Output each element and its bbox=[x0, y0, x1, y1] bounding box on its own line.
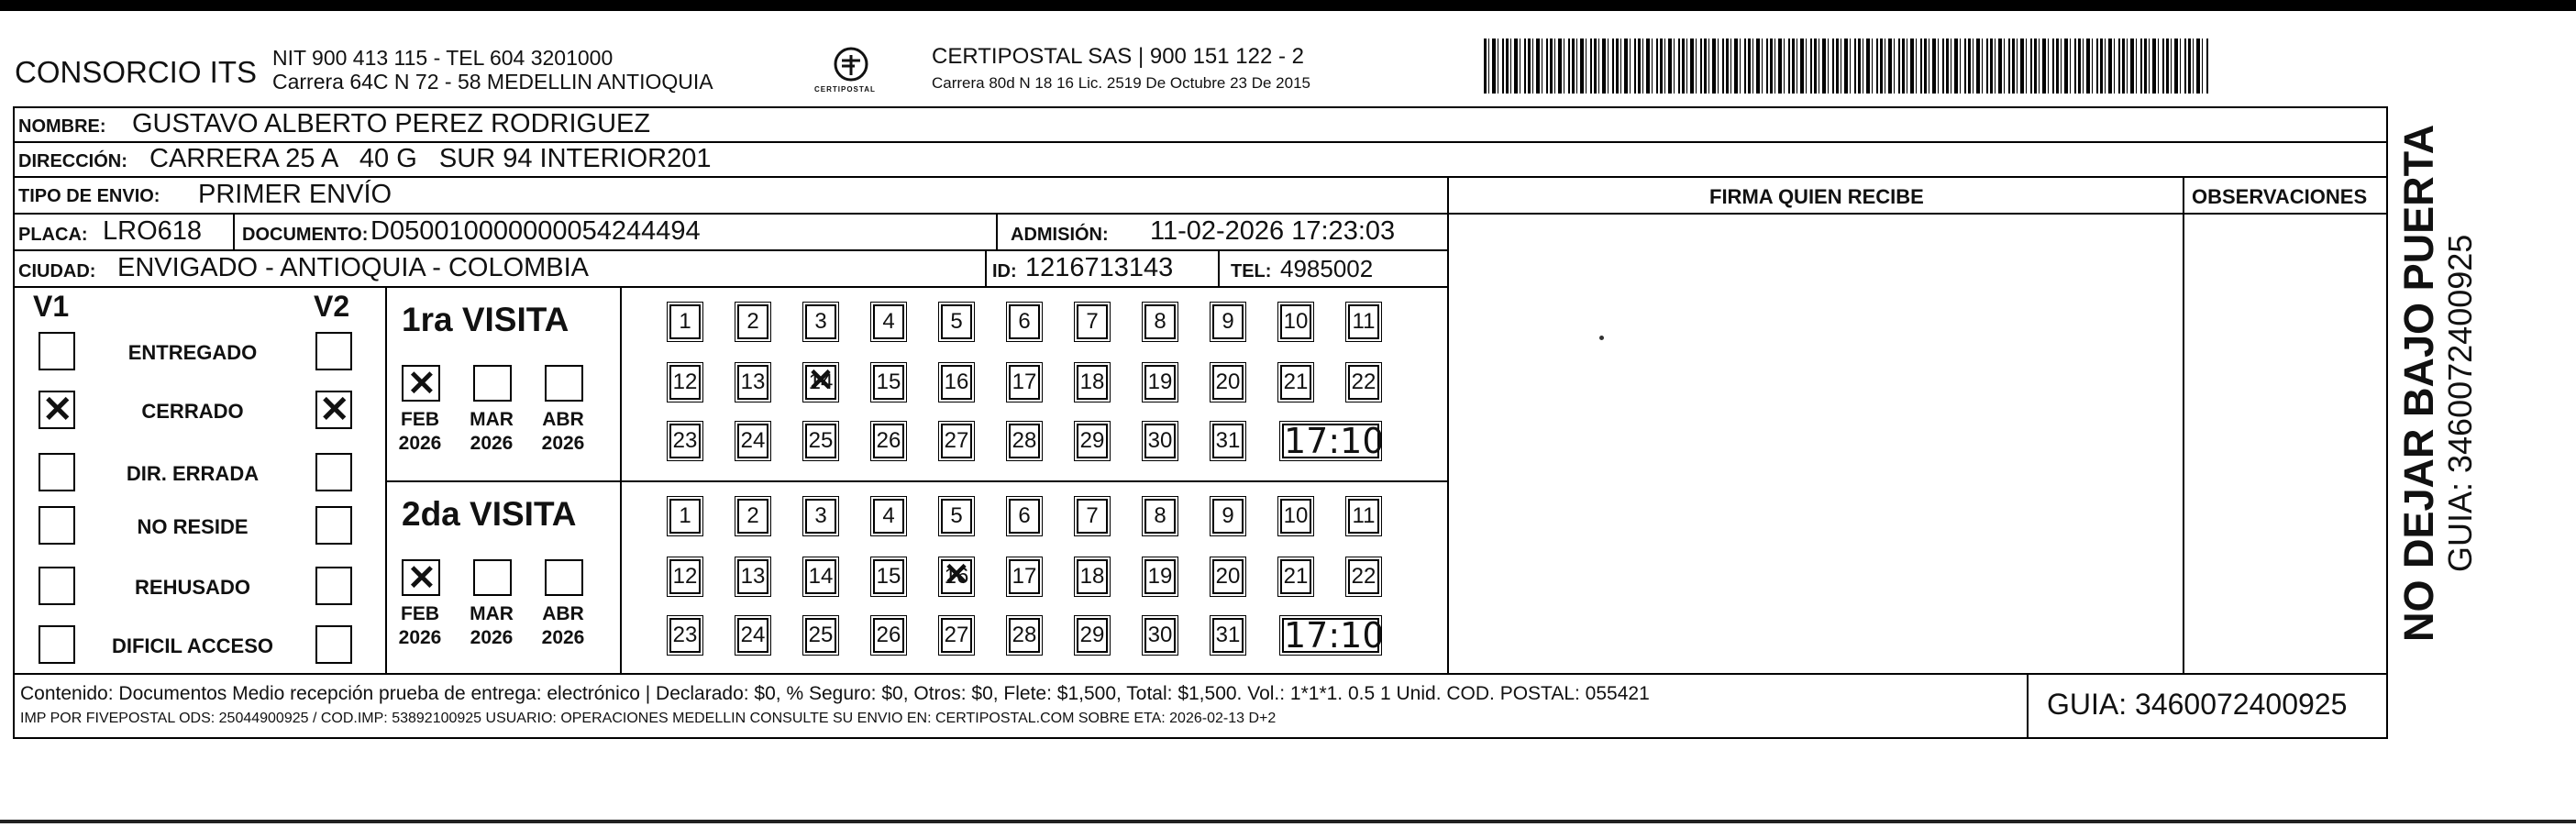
form-right-line bbox=[2386, 106, 2388, 739]
day-box[interactable]: 6 bbox=[1009, 499, 1040, 534]
day-box[interactable]: 22 bbox=[1348, 559, 1379, 594]
day-box[interactable]: 19 bbox=[1144, 365, 1176, 400]
day-box[interactable]: 22 bbox=[1348, 365, 1379, 400]
status-option-label: ENTREGADO bbox=[127, 341, 258, 364]
footer-print-line: IMP POR FIVEPOSTAL ODS: 25044900925 / COD.IMP: 53892100925 USUARIO: OPERACIONES MEDELLIN CONSULTE SU ENVIO EN: CERTIPOSTAL.COM SOBRE ETA: 2026-02-13 D+2 bbox=[20, 711, 1277, 726]
nombre-label: NOMBRE: bbox=[18, 116, 106, 137]
day-box[interactable]: 16 ✕ bbox=[941, 559, 972, 594]
documento-label: DOCUMENTO: bbox=[242, 225, 369, 245]
day-box[interactable]: 10 bbox=[1280, 304, 1311, 339]
month-checkbox[interactable] bbox=[473, 559, 512, 596]
day-box[interactable]: 29 bbox=[1077, 618, 1108, 653]
status-v2-checkbox[interactable] bbox=[315, 625, 352, 664]
day-box[interactable]: 13 bbox=[737, 559, 768, 594]
status-option-label: DIFICIL ACCESO bbox=[111, 634, 273, 657]
carrier-license: Carrera 80d N 18 16 Lic. 2519 De Octubre 23 De 2015 bbox=[932, 74, 1310, 92]
day-box[interactable]: 25 bbox=[805, 618, 836, 653]
day-box[interactable]: 8 bbox=[1144, 499, 1176, 534]
month-checkbox[interactable] bbox=[473, 365, 512, 402]
day-box[interactable]: 28 bbox=[1009, 424, 1040, 458]
admision-value: 11-02-2026 17:23:03 bbox=[1150, 216, 1396, 246]
side-guia: GUIA: 3460072400925 bbox=[2441, 234, 2479, 572]
carrier-name: CERTIPOSTAL SAS | 900 151 122 - 2 bbox=[932, 44, 1304, 69]
day-box[interactable]: 6 bbox=[1009, 304, 1040, 339]
day-box[interactable]: 26 bbox=[873, 618, 904, 653]
month-checkbox[interactable] bbox=[402, 559, 440, 596]
day-box[interactable]: 31 bbox=[1212, 424, 1244, 458]
nombre-value: GUSTAVO ALBERTO PEREZ RODRIGUEZ bbox=[132, 109, 651, 138]
status-option-label: REHUSADO bbox=[135, 576, 250, 599]
admision-label: ADMISIÓN: bbox=[1011, 225, 1109, 245]
month-name: ABR bbox=[542, 603, 584, 624]
id-label: ID: bbox=[992, 261, 1017, 281]
status-v1-checkbox[interactable] bbox=[39, 506, 75, 545]
day-box[interactable]: 16 bbox=[941, 365, 972, 400]
day-box[interactable]: 24 bbox=[737, 618, 768, 653]
day-box[interactable]: 2 bbox=[737, 499, 768, 534]
day-box[interactable]: 14 bbox=[805, 559, 836, 594]
barcode bbox=[1484, 39, 2210, 94]
day-box[interactable]: 7 bbox=[1077, 304, 1108, 339]
day-box[interactable]: 11 bbox=[1348, 499, 1379, 534]
day-box[interactable]: 21 bbox=[1280, 365, 1311, 400]
logo-caption: CERTIPOSTAL bbox=[814, 85, 876, 94]
firma-header: FIRMA QUIEN RECIBE bbox=[1709, 185, 1924, 208]
day-box[interactable]: 21 bbox=[1280, 559, 1311, 594]
visit-title: 1ra VISITA bbox=[402, 301, 569, 338]
observaciones-header: OBSERVACIONES bbox=[2192, 185, 2368, 208]
status-v2-checkbox[interactable] bbox=[315, 332, 352, 370]
day-box[interactable]: 23 bbox=[669, 424, 701, 458]
form-left-line bbox=[13, 106, 15, 739]
placa-label: PLACA: bbox=[18, 225, 88, 245]
day-box[interactable]: 17 bbox=[1009, 559, 1040, 594]
visit-time: 17:10 bbox=[1284, 615, 1385, 656]
status-option-label: DIR. ERRADA bbox=[126, 462, 260, 485]
month-name: FEB bbox=[401, 409, 439, 430]
day-box[interactable]: 18 bbox=[1077, 559, 1108, 594]
day-box[interactable]: 2 bbox=[737, 304, 768, 339]
day-box[interactable]: 25 bbox=[805, 424, 836, 458]
day-box[interactable]: 4 bbox=[873, 499, 904, 534]
day-box[interactable]: 1 bbox=[669, 304, 701, 339]
top-border bbox=[0, 0, 2576, 11]
day-box[interactable]: 27 bbox=[941, 424, 972, 458]
v1-header: V1 bbox=[33, 290, 70, 323]
day-box[interactable]: 24 bbox=[737, 424, 768, 458]
day-box[interactable]: 14 ✕ bbox=[805, 365, 836, 400]
documento-value: D050010000000054244494 bbox=[370, 216, 701, 246]
tipo-label: TIPO DE ENVIO: bbox=[18, 186, 160, 206]
month-year: 2026 bbox=[470, 627, 514, 648]
form-bottom-line bbox=[13, 737, 2388, 739]
status-v1-checkbox[interactable] bbox=[39, 625, 75, 664]
month-year: 2026 bbox=[398, 627, 442, 648]
day-box[interactable]: 7 bbox=[1077, 499, 1108, 534]
form-top-line bbox=[13, 106, 2388, 108]
month-name: MAR bbox=[470, 603, 514, 624]
signature-mark bbox=[1599, 336, 1604, 340]
day-box[interactable]: 11 bbox=[1348, 304, 1379, 339]
day-box[interactable]: 30 bbox=[1144, 618, 1176, 653]
company-nit: NIT 900 413 115 - TEL 604 3201000 bbox=[272, 46, 614, 70]
day-box[interactable]: 13 bbox=[737, 365, 768, 400]
day-box[interactable]: 20 bbox=[1212, 365, 1244, 400]
day-box[interactable]: 3 bbox=[805, 499, 836, 534]
day-box[interactable]: 10 bbox=[1280, 499, 1311, 534]
day-box[interactable]: 30 bbox=[1144, 424, 1176, 458]
day-box[interactable]: 29 bbox=[1077, 424, 1108, 458]
status-v1-checkbox[interactable] bbox=[39, 567, 75, 605]
v2-header: V2 bbox=[314, 290, 350, 323]
day-box[interactable]: 5 bbox=[941, 304, 972, 339]
no-dejar-notice: NO DEJAR BAJO PUERTA bbox=[2395, 124, 2442, 642]
direccion-label: DIRECCIÓN: bbox=[18, 151, 127, 171]
month-name: FEB bbox=[401, 603, 439, 624]
direccion-value: CARRERA 25 A 40 G SUR 94 INTERIOR201 bbox=[149, 144, 712, 173]
day-box[interactable]: 15 bbox=[873, 365, 904, 400]
tipo-value: PRIMER ENVÍO bbox=[198, 180, 392, 209]
day-box[interactable]: 20 bbox=[1212, 559, 1244, 594]
day-box[interactable]: 9 bbox=[1212, 304, 1244, 339]
month-checkbox[interactable] bbox=[402, 365, 440, 402]
month-year: 2026 bbox=[541, 627, 585, 648]
status-v2-checkbox[interactable] bbox=[315, 391, 352, 429]
tel-value: 4985002 bbox=[1280, 255, 1374, 282]
day-box[interactable]: 18 bbox=[1077, 365, 1108, 400]
status-option-label: NO RESIDE bbox=[137, 515, 249, 538]
month-name: ABR bbox=[542, 409, 584, 430]
ciudad-label: CIUDAD: bbox=[18, 261, 96, 281]
status-v1-checkbox[interactable] bbox=[39, 391, 75, 429]
day-box[interactable]: 4 bbox=[873, 304, 904, 339]
month-year: 2026 bbox=[470, 433, 514, 454]
month-checkbox[interactable] bbox=[545, 559, 583, 596]
status-v2-checkbox[interactable] bbox=[315, 506, 352, 545]
ciudad-value: ENVIGADO - ANTIOQUIA - COLOMBIA bbox=[117, 253, 590, 282]
status-v1-checkbox[interactable] bbox=[39, 332, 75, 370]
day-box[interactable]: 28 bbox=[1009, 618, 1040, 653]
visit-title: 2da VISITA bbox=[402, 495, 577, 533]
placa-value: LRO618 bbox=[103, 216, 203, 246]
month-year: 2026 bbox=[541, 433, 585, 454]
day-box[interactable]: 23 bbox=[669, 618, 701, 653]
day-box[interactable]: 1 bbox=[669, 499, 701, 534]
month-year: 2026 bbox=[398, 433, 442, 454]
status-v2-checkbox[interactable] bbox=[315, 567, 352, 605]
id-value: 1216713143 bbox=[1025, 253, 1174, 282]
month-name: MAR bbox=[470, 409, 514, 430]
company-address: Carrera 64C N 72 - 58 MEDELLIN ANTIOQUIA bbox=[272, 70, 713, 94]
status-v2-checkbox[interactable] bbox=[315, 453, 352, 491]
status-option-label: CERRADO bbox=[141, 400, 244, 423]
day-box[interactable]: 17 bbox=[1009, 365, 1040, 400]
day-box[interactable]: 9 bbox=[1212, 499, 1244, 534]
footer-content-line: Contenido: Documentos Medio recepción prueba de entrega: electrónico | Declarado: $0, % Seguro: $0, Otros: $0, Flete: $1,500, Total: $1,500. Vol.: 1*1*1. 0.5 1 Unid. COD. POSTAL: 055421 bbox=[20, 683, 1650, 704]
day-box[interactable]: 8 bbox=[1144, 304, 1176, 339]
day-box[interactable]: 27 bbox=[941, 618, 972, 653]
day-box[interactable]: 15 bbox=[873, 559, 904, 594]
day-box[interactable]: 12 bbox=[669, 559, 701, 594]
month-checkbox[interactable] bbox=[545, 365, 583, 402]
day-box[interactable]: 3 bbox=[805, 304, 836, 339]
day-box[interactable]: 19 bbox=[1144, 559, 1176, 594]
day-box[interactable]: 12 bbox=[669, 365, 701, 400]
footer-guia: GUIA: 3460072400925 bbox=[2047, 688, 2348, 721]
tel-label: TEL: bbox=[1231, 261, 1272, 281]
visit-time: 17:10 bbox=[1284, 421, 1385, 461]
bottom-border bbox=[0, 820, 2576, 823]
day-box[interactable]: 5 bbox=[941, 499, 972, 534]
day-box[interactable]: 31 bbox=[1212, 618, 1244, 653]
status-v1-checkbox[interactable] bbox=[39, 453, 75, 491]
company-name: CONSORCIO ITS bbox=[15, 55, 258, 89]
day-box[interactable]: 26 bbox=[873, 424, 904, 458]
